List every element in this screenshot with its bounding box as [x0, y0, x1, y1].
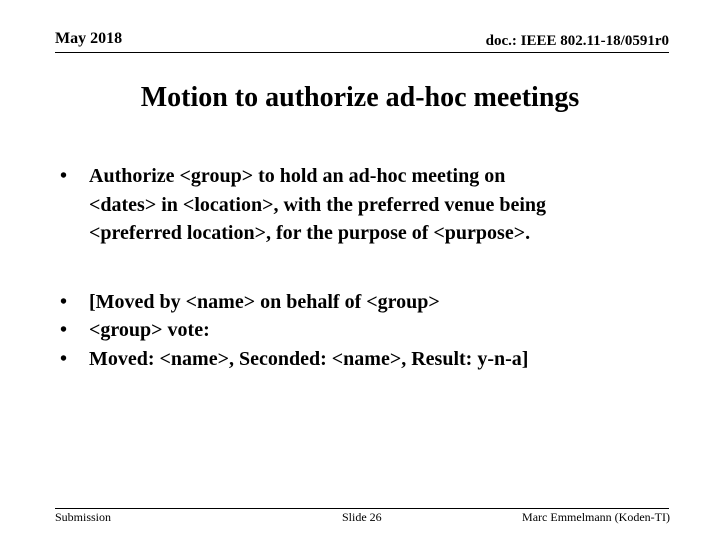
header-doc-id: doc.: IEEE 802.11-18/0591r0	[485, 33, 669, 49]
bullet-line: Moved: <name>, Seconded: <name>, Result: y-n-a]	[89, 347, 529, 370]
header-date: May 2018	[55, 30, 123, 47]
bullet-line: [Moved by <name> on behalf of <group>	[89, 290, 440, 313]
bullet-icon: •	[60, 347, 68, 370]
bullet-list	[60, 162, 660, 373]
bullet-line: <preferred location>, for the purpose of <purpose>.	[89, 222, 531, 244]
slide-title: Motion to authorize ad-hoc meetings	[140, 82, 580, 113]
bullet-item-authorize	[60, 162, 660, 248]
footer-submission: Submission	[55, 510, 112, 524]
bullet-item-group-vote	[60, 316, 660, 345]
bullet-line: <group> vote:	[89, 319, 210, 341]
spacer	[60, 248, 660, 288]
bullet-icon: •	[60, 290, 68, 313]
footer-author: Marc Emmelmann (Koden-TI)	[522, 510, 670, 524]
header-divider	[55, 52, 669, 53]
bullet-line: <dates> in <location>, with the preferred venue being	[89, 193, 547, 216]
bullet-item-moved-by	[60, 288, 660, 317]
footer-slide-number: Slide 26	[342, 510, 382, 524]
bullet-icon: •	[60, 319, 68, 341]
bullet-line: Authorize <group> to hold an ad-hoc meeting on	[89, 165, 506, 187]
bullet-icon: •	[60, 165, 68, 187]
bullet-item-result	[60, 345, 660, 374]
